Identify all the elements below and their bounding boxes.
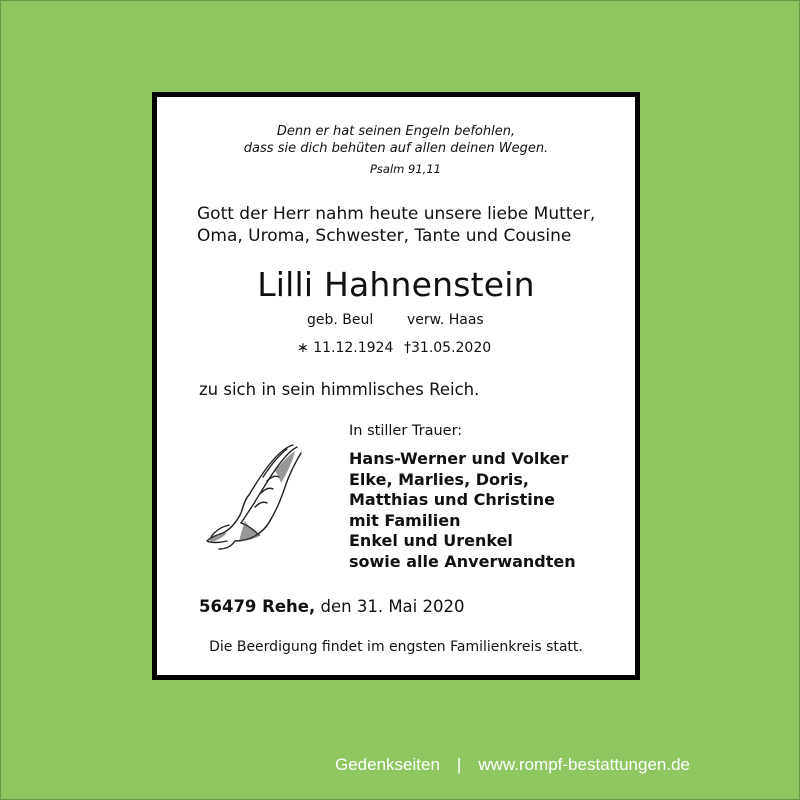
- death-date: [404, 340, 491, 356]
- mourners-list: [349, 449, 576, 572]
- intro-line-2: Oma, Uroma, Schwester, Tante und Cousine: [197, 226, 572, 246]
- burial-note: Die Beerdigung findet im engsten Familienkreis statt.: [209, 639, 583, 655]
- mourner-line: Elke, Marlies, Doris,: [349, 469, 529, 489]
- verse-line-2: dass sie dich behüten auf allen deinen Wegen.: [243, 141, 549, 156]
- footer: [335, 755, 690, 775]
- mourning-label: In stiller Trauer:: [349, 423, 463, 439]
- intro-line-1: Gott der Herr nahm heute unsere liebe Mutter,: [197, 204, 596, 224]
- place: 56479 Rehe,: [199, 597, 316, 616]
- death-cross-icon: †: [404, 340, 411, 356]
- maiden-name: geb. Beul: [307, 312, 374, 328]
- mourner-line: sowie alle Anverwandten: [349, 551, 576, 571]
- website-link[interactable]: www.rompf-bestattungen.de: [478, 755, 690, 774]
- obituary-notice: [152, 92, 640, 680]
- place-date: [199, 597, 464, 616]
- closing-line: zu sich in sein himmlisches Reich.: [199, 380, 480, 399]
- praying-hands-icon: [201, 437, 317, 553]
- deceased-name: Lilli Hahnenstein: [257, 265, 535, 304]
- verse-reference: Psalm 91,11: [370, 162, 441, 176]
- gedenkseiten-link[interactable]: Gedenkseiten: [335, 755, 440, 774]
- date: den 31. Mai 2020: [320, 597, 465, 616]
- mourner-line: Matthias und Christine: [349, 490, 555, 509]
- mourner-line: Enkel und Urenkel: [349, 531, 513, 550]
- mourner-line: mit Familien: [349, 510, 461, 530]
- birth-star-icon: ∗: [297, 340, 309, 356]
- birth-date-value: 11.12.1924: [313, 340, 394, 356]
- birth-date: [297, 340, 393, 356]
- death-date-value: 31.05.2020: [411, 340, 492, 356]
- mourner-line: Hans-Werner und Volker: [349, 449, 569, 468]
- widowed-name: verw. Haas: [407, 312, 484, 328]
- verse-line-1: Denn er hat seinen Engeln befohlen,: [276, 124, 516, 139]
- footer-separator: |: [456, 755, 462, 774]
